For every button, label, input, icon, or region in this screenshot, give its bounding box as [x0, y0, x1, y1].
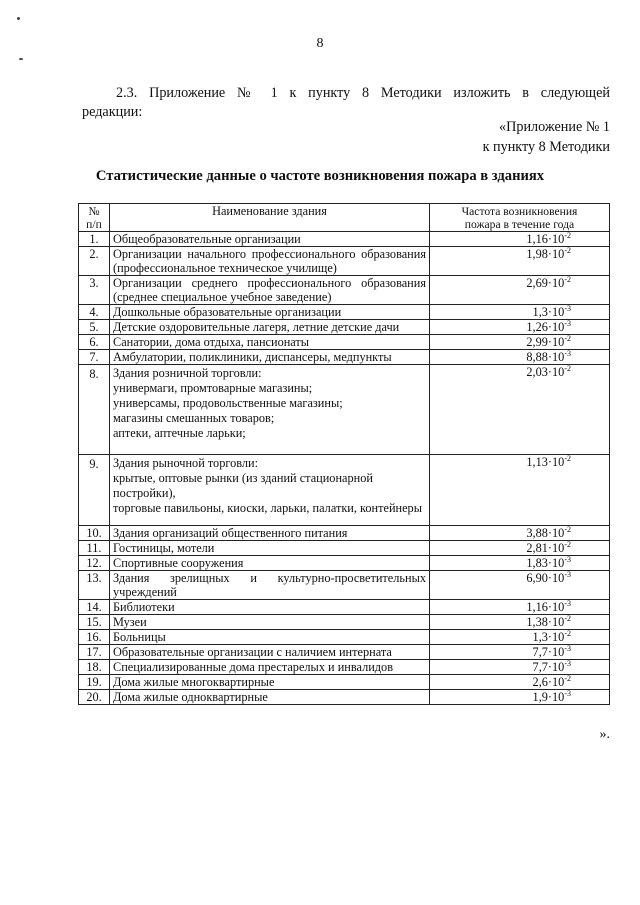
appendix-label [483, 117, 610, 157]
table-row [79, 615, 610, 630]
row-number: 2. [79, 247, 110, 276]
row-name: Амбулатории, поликлиники, диспансеры, медпункты [110, 350, 430, 365]
frequency-mantissa: 1,16 [526, 232, 548, 246]
frequency-exponent: -3 [564, 689, 571, 698]
row-name: Музеи [110, 615, 430, 630]
frequency-base: ·10 [547, 571, 565, 585]
row-name [110, 365, 430, 455]
frequency-exponent: -2 [564, 454, 571, 463]
row-number: 11. [79, 541, 110, 556]
table-row [79, 675, 610, 690]
frequency-exponent: -2 [564, 525, 571, 534]
frequency-mantissa: 1,83 [526, 556, 548, 570]
table-row [79, 645, 610, 660]
frequency-base: ·10 [547, 630, 565, 644]
scan-dot [19, 58, 23, 60]
table-row [79, 556, 610, 571]
row-name-line: Организации среднего профессионального образования [113, 276, 426, 290]
frequency-exponent: -2 [564, 334, 571, 343]
row-name-line: крытые, оптовые рынки (из зданий стационарной [113, 471, 373, 485]
frequency-mantissa: 1,9 [532, 690, 548, 704]
frequency-mantissa: 1,13 [526, 455, 548, 469]
row-name-line: Здания зрелищных и культурно-просветительных [113, 571, 426, 585]
header-frequency-line-1: Частота возникновения [461, 205, 578, 218]
row-frequency [430, 335, 610, 350]
row-number: 5. [79, 320, 110, 335]
row-name-line: учреждений [113, 585, 177, 599]
row-name-line: (профессиональное техническое училище) [113, 261, 337, 275]
row-frequency [430, 630, 610, 645]
table-row [79, 350, 610, 365]
row-name-line: Здания розничной торговли: [113, 366, 262, 380]
row-number: 19. [79, 675, 110, 690]
frequency-exponent: -3 [564, 599, 571, 608]
frequency-exponent: -2 [564, 629, 571, 638]
frequency-mantissa: 1,16 [526, 600, 548, 614]
row-number: 10. [79, 526, 110, 541]
frequency-mantissa: 6,90 [526, 571, 548, 585]
row-name: Здания организаций общественного питания [110, 526, 430, 541]
frequency-mantissa: 2,81 [526, 541, 548, 555]
fire-frequency-table [78, 203, 610, 705]
frequency-base: ·10 [547, 247, 565, 261]
frequency-base: ·10 [547, 675, 565, 689]
intro-line-2: редакции: [82, 104, 143, 120]
row-name: Общеобразовательные организации [110, 232, 430, 247]
frequency-mantissa: 7,7 [532, 660, 548, 674]
row-name-line: универмаги, промтоварные магазины; [113, 381, 313, 395]
table-row [79, 276, 610, 305]
appendix-line-1: «Приложение № 1 [499, 119, 610, 135]
row-number: 1. [79, 232, 110, 247]
frequency-mantissa: 2,6 [532, 675, 548, 689]
row-frequency [430, 645, 610, 660]
table-row [79, 305, 610, 320]
table-row [79, 630, 610, 645]
frequency-exponent: -2 [564, 231, 571, 240]
row-name-line: (среднее специальное учебное заведение) [113, 290, 332, 304]
row-frequency [430, 600, 610, 615]
row-name: Дома жилые многоквартирные [110, 675, 430, 690]
closing-quote: ». [599, 727, 610, 742]
frequency-exponent: -2 [564, 364, 571, 373]
table-row [79, 247, 610, 276]
scan-dot [17, 17, 20, 20]
frequency-base: ·10 [547, 335, 565, 349]
table-row [79, 232, 610, 247]
frequency-mantissa: 1,38 [526, 615, 548, 629]
table-row [79, 335, 610, 350]
row-frequency [430, 660, 610, 675]
frequency-base: ·10 [547, 600, 565, 614]
header-frequency-line-2: пожара в течение года [464, 218, 575, 231]
frequency-mantissa: 1,3 [532, 305, 548, 319]
frequency-base: ·10 [547, 645, 565, 659]
page-number: 8 [316, 36, 324, 51]
row-frequency [430, 541, 610, 556]
row-name-line: постройки), [113, 486, 176, 500]
frequency-base: ·10 [547, 455, 565, 469]
frequency-base: ·10 [547, 541, 565, 555]
frequency-mantissa: 1,26 [526, 320, 548, 334]
row-name [110, 455, 430, 526]
frequency-base: ·10 [547, 320, 565, 334]
row-name: Санатории, дома отдыха, пансионаты [110, 335, 430, 350]
frequency-mantissa: 1,98 [526, 247, 548, 261]
row-number: 3. [79, 276, 110, 305]
row-name-line: Здания рыночной торговли: [113, 456, 259, 470]
row-number: 9. [79, 455, 110, 526]
row-name-line: магазины смешанных товаров; [113, 411, 275, 425]
row-frequency [430, 276, 610, 305]
row-name: Спортивные сооружения [110, 556, 430, 571]
frequency-base: ·10 [547, 232, 565, 246]
table-header-row [79, 204, 610, 232]
row-name: Библиотеки [110, 600, 430, 615]
row-frequency [430, 247, 610, 276]
header-frequency [430, 204, 610, 232]
row-number: 20. [79, 690, 110, 705]
row-number: 13. [79, 571, 110, 600]
row-frequency [430, 556, 610, 571]
row-name [110, 247, 430, 276]
table-row [79, 571, 610, 600]
table-row [79, 526, 610, 541]
row-frequency [430, 320, 610, 335]
row-frequency [430, 690, 610, 705]
frequency-base: ·10 [547, 350, 565, 364]
row-name-line: торговые павильоны, киоски, ларьки, палатки, контейнеры [113, 501, 422, 515]
frequency-mantissa: 2,03 [526, 365, 548, 379]
frequency-mantissa: 8,88 [526, 350, 548, 364]
frequency-mantissa: 1,3 [532, 630, 548, 644]
table-row [79, 690, 610, 705]
frequency-base: ·10 [547, 556, 565, 570]
table-row [79, 660, 610, 675]
header-number-line-2: п/п [86, 218, 102, 231]
intro-line-1: 2.3. Приложение № 1 к пункту 8 Методики изложить в следующей [116, 85, 610, 101]
header-name: Наименование здания [110, 204, 430, 232]
row-frequency [430, 455, 610, 526]
table-row [79, 455, 610, 526]
frequency-mantissa: 2,69 [526, 276, 548, 290]
row-frequency [430, 350, 610, 365]
row-frequency [430, 675, 610, 690]
table-row [79, 365, 610, 455]
frequency-base: ·10 [547, 305, 565, 319]
row-name: Специализированные дома престарелых и инвалидов [110, 660, 430, 675]
row-name [110, 276, 430, 305]
row-frequency [430, 526, 610, 541]
frequency-base: ·10 [547, 615, 565, 629]
row-number: 14. [79, 600, 110, 615]
row-number: 8. [79, 365, 110, 455]
row-name: Образовательные организации с наличием интерната [110, 645, 430, 660]
row-number: 4. [79, 305, 110, 320]
frequency-mantissa: 7,7 [532, 645, 548, 659]
row-frequency [430, 571, 610, 600]
frequency-exponent: -3 [564, 319, 571, 328]
row-number: 6. [79, 335, 110, 350]
frequency-base: ·10 [547, 526, 565, 540]
row-name: Дошкольные образовательные организации [110, 305, 430, 320]
table-title: Статистические данные о частоте возникновения пожара в зданиях [95, 168, 545, 184]
frequency-exponent: -3 [564, 555, 571, 564]
row-frequency [430, 305, 610, 320]
frequency-exponent: -3 [564, 644, 571, 653]
frequency-exponent: -3 [564, 349, 571, 358]
table-row [79, 541, 610, 556]
frequency-base: ·10 [547, 365, 565, 379]
frequency-base: ·10 [547, 276, 565, 290]
row-number: 17. [79, 645, 110, 660]
row-number: 16. [79, 630, 110, 645]
frequency-exponent: -2 [564, 246, 571, 255]
row-name: Дома жилые одноквартирные [110, 690, 430, 705]
frequency-mantissa: 2,99 [526, 335, 548, 349]
header-number [79, 204, 110, 232]
row-frequency [430, 365, 610, 455]
row-frequency [430, 232, 610, 247]
row-name-line: Организации начального профессионального образования [113, 247, 426, 261]
frequency-exponent: -3 [564, 304, 571, 313]
row-name-line: универсамы, продовольственные магазины; [113, 396, 343, 410]
frequency-exponent: -2 [564, 275, 571, 284]
frequency-base: ·10 [547, 660, 565, 674]
row-number: 18. [79, 660, 110, 675]
row-name-line: аптеки, аптечные ларьки; [113, 426, 246, 440]
frequency-mantissa: 3,88 [526, 526, 548, 540]
appendix-line-2: к пункту 8 Методики [482, 139, 610, 155]
row-name: Гостиницы, мотели [110, 541, 430, 556]
frequency-exponent: -2 [564, 540, 571, 549]
table-row [79, 320, 610, 335]
row-frequency [430, 615, 610, 630]
frequency-exponent: -2 [564, 614, 571, 623]
row-name: Детские оздоровительные лагеря, летние детские дачи [110, 320, 430, 335]
table-row [79, 600, 610, 615]
row-name [110, 571, 430, 600]
row-number: 15. [79, 615, 110, 630]
row-number: 12. [79, 556, 110, 571]
header-number-line-1: № [88, 205, 100, 218]
frequency-exponent: -3 [564, 570, 571, 579]
row-name: Больницы [110, 630, 430, 645]
frequency-exponent: -3 [564, 659, 571, 668]
frequency-base: ·10 [547, 690, 565, 704]
frequency-exponent: -2 [564, 674, 571, 683]
row-number: 7. [79, 350, 110, 365]
